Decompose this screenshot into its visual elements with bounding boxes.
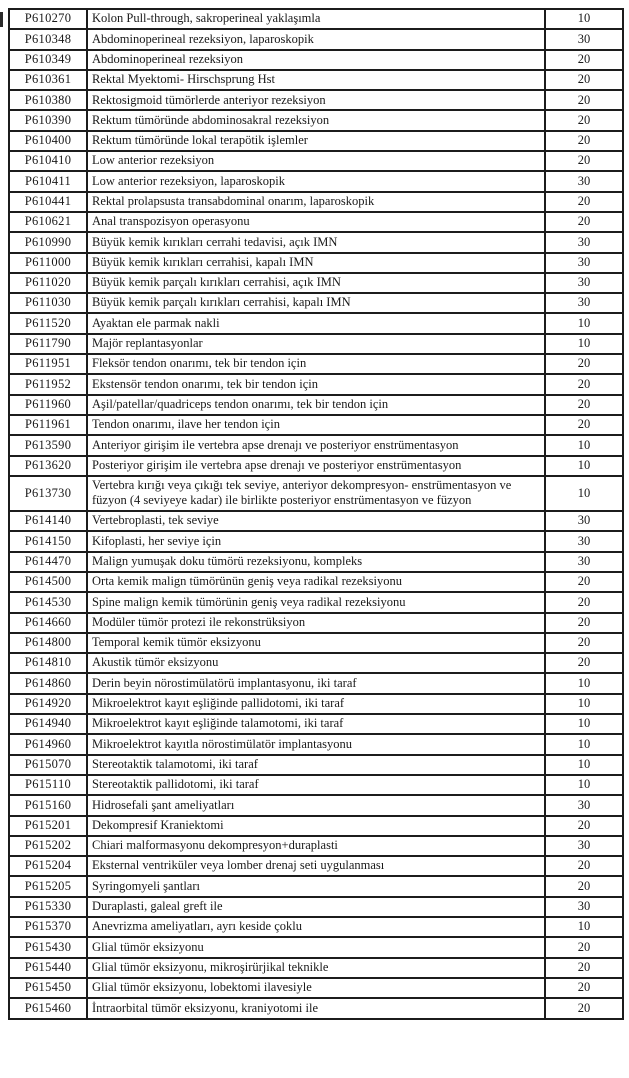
- procedure-value: 30: [545, 273, 623, 293]
- procedure-code: P610400: [9, 131, 87, 151]
- procedure-code: P614470: [9, 552, 87, 572]
- procedure-code: P614150: [9, 531, 87, 551]
- table-row: [9, 90, 623, 110]
- procedure-value: 10: [545, 755, 623, 775]
- table-row: [9, 531, 623, 551]
- procedure-description: Duraplasti, galeal greft ile: [87, 897, 545, 917]
- procedure-description: Büyük kemik parçalı kırıkları cerrahisi, kapalı IMN: [87, 293, 545, 313]
- procedure-code: P614860: [9, 673, 87, 693]
- table-row: [9, 253, 623, 273]
- procedure-value: 20: [545, 572, 623, 592]
- procedure-description: Tendon onarımı, ilave her tendon için: [87, 415, 545, 435]
- procedure-code: P615330: [9, 897, 87, 917]
- table-row: [9, 50, 623, 70]
- table-row: [9, 435, 623, 455]
- table-row: [9, 334, 623, 354]
- procedure-code: P614500: [9, 572, 87, 592]
- procedure-value: 20: [545, 354, 623, 374]
- table-row: [9, 755, 623, 775]
- table-row: [9, 633, 623, 653]
- table-row: [9, 456, 623, 476]
- procedure-description: Glial tümör eksizyonu: [87, 937, 545, 957]
- procedure-code: P614530: [9, 592, 87, 612]
- procedure-code: P610410: [9, 151, 87, 171]
- procedure-value: 20: [545, 151, 623, 171]
- procedure-table: [8, 8, 624, 1020]
- procedure-value: 10: [545, 734, 623, 754]
- table-row: [9, 212, 623, 232]
- table-row: [9, 856, 623, 876]
- procedure-value: 20: [545, 212, 623, 232]
- procedure-description: Mikroelektrot kayıt eşliğinde pallidotomi, iki taraf: [87, 694, 545, 714]
- procedure-value: 20: [545, 876, 623, 896]
- procedure-value: 30: [545, 29, 623, 49]
- procedure-code: P611520: [9, 313, 87, 333]
- procedure-code: P610441: [9, 192, 87, 212]
- procedure-value: 20: [545, 70, 623, 90]
- procedure-value: 20: [545, 415, 623, 435]
- table-row: [9, 917, 623, 937]
- procedure-code: P610361: [9, 70, 87, 90]
- table-row: [9, 734, 623, 754]
- procedure-value: 10: [545, 435, 623, 455]
- procedure-value: 10: [545, 334, 623, 354]
- procedure-description: Syringomyeli şantları: [87, 876, 545, 896]
- procedure-value: 20: [545, 110, 623, 130]
- procedure-code: P614960: [9, 734, 87, 754]
- procedure-value: 20: [545, 613, 623, 633]
- procedure-description: Chiari malformasyonu dekompresyon+duraplasti: [87, 836, 545, 856]
- procedure-value: 10: [545, 673, 623, 693]
- procedure-description: Büyük kemik kırıkları cerrahisi, kapalı IMN: [87, 253, 545, 273]
- procedure-description: Low anterior rezeksiyon: [87, 151, 545, 171]
- table-row: [9, 572, 623, 592]
- procedure-value: 20: [545, 50, 623, 70]
- procedure-description: Anal transpozisyon operasyonu: [87, 212, 545, 232]
- procedure-table-body: [9, 9, 623, 1019]
- procedure-description: Glial tümör eksizyonu, lobektomi ilavesiyle: [87, 978, 545, 998]
- procedure-value: 20: [545, 374, 623, 394]
- procedure-code: P613730: [9, 476, 87, 511]
- table-row: [9, 232, 623, 252]
- procedure-description: Vertebra kırığı veya çıkığı tek seviye, anteriyor dekompresyon- enstrümentasyon ve füzyon (4 seviyeye kadar) ile birlikte posteriyor enstrümentasyon ve füzyon: [87, 476, 545, 511]
- procedure-value: 30: [545, 836, 623, 856]
- procedure-value: 10: [545, 9, 623, 29]
- procedure-description: Akustik tümör eksizyonu: [87, 653, 545, 673]
- table-row: [9, 110, 623, 130]
- table-row: [9, 131, 623, 151]
- procedure-description: Glial tümör eksizyonu, mikroşirürjikal teknikle: [87, 958, 545, 978]
- procedure-code: P613590: [9, 435, 87, 455]
- table-row: [9, 70, 623, 90]
- procedure-code: P610390: [9, 110, 87, 130]
- procedure-description: Anteriyor girişim ile vertebra apse drenajı ve posteriyor enstrümentasyon: [87, 435, 545, 455]
- procedure-code: P615204: [9, 856, 87, 876]
- procedure-code: P615450: [9, 978, 87, 998]
- procedure-code: P611960: [9, 395, 87, 415]
- procedure-description: Mikroelektrot kayıt eşliğinde talamotomi, iki taraf: [87, 714, 545, 734]
- procedure-value: 30: [545, 511, 623, 531]
- procedure-code: P611020: [9, 273, 87, 293]
- table-row: [9, 897, 623, 917]
- table-row: [9, 978, 623, 998]
- procedure-value: 20: [545, 90, 623, 110]
- table-row: [9, 998, 623, 1018]
- procedure-value: 30: [545, 171, 623, 191]
- procedure-code: P615070: [9, 755, 87, 775]
- procedure-code: P615160: [9, 795, 87, 815]
- table-row: [9, 937, 623, 957]
- table-row: [9, 694, 623, 714]
- procedure-description: Rektum tümöründe lokal terapötik işlemler: [87, 131, 545, 151]
- procedure-description: Dekompresif Kraniektomi: [87, 816, 545, 836]
- procedure-description: Ayaktan ele parmak nakli: [87, 313, 545, 333]
- procedure-code: P614660: [9, 613, 87, 633]
- procedure-description: Kifoplasti, her seviye için: [87, 531, 545, 551]
- procedure-code: P614800: [9, 633, 87, 653]
- procedure-value: 20: [545, 653, 623, 673]
- procedure-value: 10: [545, 456, 623, 476]
- procedure-description: Anevrizma ameliyatları, ayrı keside çoklu: [87, 917, 545, 937]
- table-row: [9, 293, 623, 313]
- procedure-value: 30: [545, 253, 623, 273]
- procedure-value: 30: [545, 293, 623, 313]
- procedure-description: Modüler tümör protezi ile rekonstrüksiyon: [87, 613, 545, 633]
- procedure-value: 20: [545, 978, 623, 998]
- procedure-description: Derin beyin nörostimülatörü implantasyonu, iki taraf: [87, 673, 545, 693]
- procedure-value: 10: [545, 476, 623, 511]
- procedure-code: P610349: [9, 50, 87, 70]
- table-row: [9, 775, 623, 795]
- procedure-code: P611000: [9, 253, 87, 273]
- table-row: [9, 171, 623, 191]
- procedure-description: Spine malign kemik tümörünin geniş veya radikal rezeksiyonu: [87, 592, 545, 612]
- procedure-code: P614810: [9, 653, 87, 673]
- table-row: [9, 613, 623, 633]
- procedure-code: P615202: [9, 836, 87, 856]
- procedure-description: Rektal Myektomi- Hirschsprung Hst: [87, 70, 545, 90]
- table-row: [9, 795, 623, 815]
- procedure-code: P613620: [9, 456, 87, 476]
- procedure-value: 30: [545, 897, 623, 917]
- procedure-description: Rektal prolapsusta transabdominal onarım, laparoskopik: [87, 192, 545, 212]
- procedure-description: Majör replantasyonlar: [87, 334, 545, 354]
- procedure-code: P615205: [9, 876, 87, 896]
- procedure-description: Abdominoperineal rezeksiyon: [87, 50, 545, 70]
- procedure-code: P611030: [9, 293, 87, 313]
- procedure-value: 30: [545, 552, 623, 572]
- table-row: [9, 192, 623, 212]
- procedure-code: P614920: [9, 694, 87, 714]
- procedure-code: P615110: [9, 775, 87, 795]
- procedure-value: 30: [545, 232, 623, 252]
- procedure-code: P611961: [9, 415, 87, 435]
- table-row: [9, 836, 623, 856]
- table-row: [9, 876, 623, 896]
- procedure-description: Vertebroplasti, tek seviye: [87, 511, 545, 531]
- procedure-value: 10: [545, 917, 623, 937]
- table-row: [9, 273, 623, 293]
- procedure-description: Orta kemik malign tümörünün geniş veya radikal rezeksiyonu: [87, 572, 545, 592]
- procedure-value: 10: [545, 313, 623, 333]
- procedure-description: Malign yumuşak doku tümörü rezeksiyonu, kompleks: [87, 552, 545, 572]
- procedure-value: 20: [545, 937, 623, 957]
- procedure-value: 20: [545, 856, 623, 876]
- procedure-value: 20: [545, 592, 623, 612]
- procedure-value: 20: [545, 958, 623, 978]
- table-row: [9, 592, 623, 612]
- procedure-value: 30: [545, 531, 623, 551]
- procedure-description: İntraorbital tümör eksizyonu, kraniyotomi ile: [87, 998, 545, 1018]
- procedure-code: P615370: [9, 917, 87, 937]
- procedure-description: Abdominoperineal rezeksiyon, laparoskopik: [87, 29, 545, 49]
- table-row: [9, 673, 623, 693]
- procedure-description: Mikroelektrot kayıtla nörostimülatör implantasyonu: [87, 734, 545, 754]
- procedure-description: Ekstensör tendon onarımı, tek bir tendon için: [87, 374, 545, 394]
- procedure-description: Kolon Pull-through, sakroperineal yaklaşımla: [87, 9, 545, 29]
- table-row: [9, 511, 623, 531]
- procedure-code: P610621: [9, 212, 87, 232]
- procedure-description: Hidrosefali şant ameliyatları: [87, 795, 545, 815]
- table-row: [9, 374, 623, 394]
- procedure-code: P610990: [9, 232, 87, 252]
- procedure-code: P611951: [9, 354, 87, 374]
- table-row: [9, 816, 623, 836]
- table-row: [9, 552, 623, 572]
- table-row: [9, 958, 623, 978]
- procedure-value: 20: [545, 633, 623, 653]
- table-row: [9, 151, 623, 171]
- table-row: [9, 29, 623, 49]
- table-row: [9, 354, 623, 374]
- procedure-value: 20: [545, 998, 623, 1018]
- procedure-value: 20: [545, 395, 623, 415]
- procedure-description: Stereotaktik pallidotomi, iki taraf: [87, 775, 545, 795]
- procedure-description: Stereotaktik talamotomi, iki taraf: [87, 755, 545, 775]
- procedure-code: P610348: [9, 29, 87, 49]
- procedure-description: Posteriyor girişim ile vertebra apse drenajı ve posteriyor enstrümentasyon: [87, 456, 545, 476]
- procedure-description: Aşil/patellar/quadriceps tendon onarımı, tek bir tendon için: [87, 395, 545, 415]
- procedure-code: P610270: [9, 9, 87, 29]
- procedure-value: 20: [545, 816, 623, 836]
- procedure-value: 10: [545, 775, 623, 795]
- table-row: [9, 476, 623, 511]
- procedure-code: P615460: [9, 998, 87, 1018]
- table-row: [9, 395, 623, 415]
- procedure-description: Low anterior rezeksiyon, laparoskopik: [87, 171, 545, 191]
- procedure-code: P610411: [9, 171, 87, 191]
- procedure-description: Büyük kemik parçalı kırıkları cerrahisi, açık IMN: [87, 273, 545, 293]
- table-row: [9, 653, 623, 673]
- procedure-value: 20: [545, 192, 623, 212]
- procedure-code: P610380: [9, 90, 87, 110]
- procedure-code: P615430: [9, 937, 87, 957]
- scan-edge-artifact: [0, 12, 3, 27]
- procedure-code: P611952: [9, 374, 87, 394]
- procedure-description: Eksternal ventriküler veya lomber drenaj seti uygulanması: [87, 856, 545, 876]
- procedure-code: P614140: [9, 511, 87, 531]
- procedure-description: Temporal kemik tümör eksizyonu: [87, 633, 545, 653]
- table-row: [9, 313, 623, 333]
- procedure-code: P614940: [9, 714, 87, 734]
- procedure-value: 20: [545, 131, 623, 151]
- procedure-code: P611790: [9, 334, 87, 354]
- procedure-value: 30: [545, 795, 623, 815]
- procedure-value: 10: [545, 694, 623, 714]
- procedure-value: 10: [545, 714, 623, 734]
- procedure-code: P615440: [9, 958, 87, 978]
- procedure-code: P615201: [9, 816, 87, 836]
- procedure-description: Rektosigmoid tümörlerde anteriyor rezeksiyon: [87, 90, 545, 110]
- procedure-description: Rektum tümöründe abdominosakral rezeksiyon: [87, 110, 545, 130]
- table-row: [9, 9, 623, 29]
- table-row: [9, 714, 623, 734]
- procedure-description: Büyük kemik kırıkları cerrahi tedavisi, açık IMN: [87, 232, 545, 252]
- procedure-description: Fleksör tendon onarımı, tek bir tendon için: [87, 354, 545, 374]
- table-row: [9, 415, 623, 435]
